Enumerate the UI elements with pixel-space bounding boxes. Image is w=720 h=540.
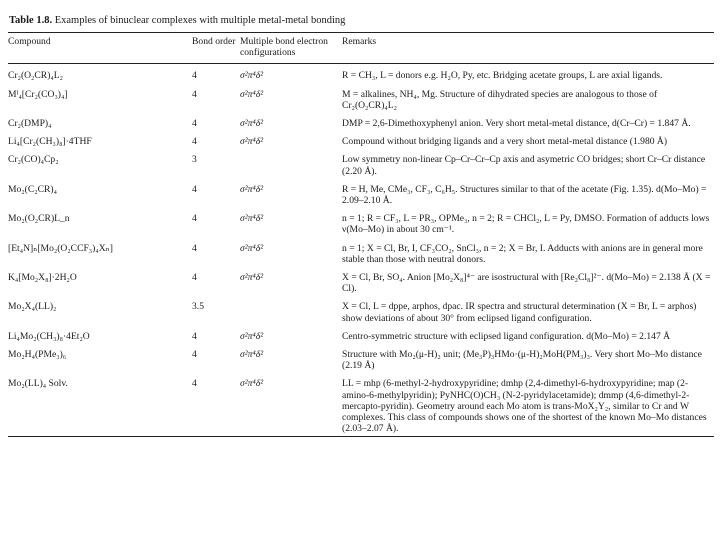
bond-order-cell: 4 [192, 330, 197, 342]
configuration-cell: σ²π⁴δ² [240, 242, 264, 254]
compound-cell: Mo₂X₄(LL)₂ [8, 301, 57, 313]
bond-order-cell: 4 [192, 183, 197, 195]
table-body [8, 64, 714, 436]
table-row [8, 237, 714, 266]
remarks-cell: Structure with Mo₂(μ-H)₂ unit; (Me₃P)₃HMo·(μ-H)₂MoH(PM₃)₃. Very short Mo–Mo distance (2.19 Å) [342, 349, 702, 372]
remarks-cell: n = 1; X = Cl, Br, I, CF₃CO₂, SnCl₃, n = 2; X = Br, I. Adducts with anions are in general more stable than those with neutral donors. [342, 242, 703, 265]
bond-order-cell: 4 [192, 242, 197, 254]
compound-cell: Li₄[Cr₂(CH₃)₈]·4THF [8, 136, 92, 148]
compound-cell: Mo₂(O₂CR)L_n [8, 213, 70, 225]
header-bond-order: Bond order [192, 36, 236, 47]
compound-cell: Cr₂(O₂CR)₄L₂ [8, 70, 63, 82]
table-title: Examples of binuclear complexes with multiple metal-metal bonding [54, 15, 346, 26]
bond-order-cell: 4 [192, 272, 197, 284]
compound-cell: [Et₄N]ₙ[Mo₂(O₂CCF₃)₄Xₙ] [8, 242, 113, 254]
bond-order-cell: 4 [192, 349, 197, 361]
remarks-cell: R = H, Me, CMe₃, CF₃, C₆H₅. Structures similar to that of the acetate (Fig. 1.35). d(Mo–Mo) = 2.09–2.10 Å. [342, 183, 707, 207]
complexes-table [8, 33, 714, 435]
bond-order-cell: 3.5 [192, 301, 204, 313]
bottom-rule [8, 436, 714, 437]
configuration-cell: σ²π⁴δ² [240, 349, 264, 361]
table-caption [9, 14, 714, 27]
bond-order-cell: 4 [192, 213, 197, 225]
remarks-cell: Compound without bridging ligands and a very short metal-metal distance (1.980 Å) [342, 136, 668, 148]
bond-order-cell: 4 [192, 118, 197, 130]
configuration-cell [240, 295, 342, 324]
compound-cell: Li₄Mo₂(CH₃)₈·4Et₂O [8, 330, 90, 342]
configuration-cell: σ²π⁴δ² [240, 272, 264, 284]
bond-order-cell: 4 [192, 136, 197, 148]
remarks-cell: DMP = 2,6-Dimethoxyphenyl anion. Very short metal-metal distance, d(Cr–Cr) = 1.847 Å. [342, 118, 691, 130]
compound-cell: Cr₂(CO)₄Cp₂ [8, 154, 59, 166]
remarks-cell: M = alkalines, NH₄, Mg. Structure of dihydrated species are analogous to those of Cr₂(O₂CR)₄L₂ [342, 88, 658, 111]
configuration-cell: σ²π⁴δ² [240, 213, 264, 225]
remarks-cell: n = 1; R = CF₃, L = PR₃, OPMe₃, n = 2; R = CHCl₂, L = Py, DMSO. Formation of adducts lows ν(Mo–Mo) in about 30 cm⁻¹. [342, 213, 710, 236]
table-row [8, 266, 714, 295]
bond-order-cell: 3 [192, 154, 197, 166]
table-row [8, 83, 714, 112]
configuration-cell: σ²π⁴δ² [240, 70, 264, 82]
compound-cell: Mo₂(C₂CR)₄ [8, 183, 57, 195]
table-row [8, 112, 714, 130]
configuration-cell: σ²π⁴δ² [240, 183, 264, 195]
header-remarks: Remarks [342, 36, 377, 47]
configuration-cell [240, 148, 342, 177]
configuration-cell: σ²π⁴δ² [240, 330, 264, 342]
table-row [8, 64, 714, 83]
remarks-cell: Centro-symmetric structure with eclipsed ligand configuration. d(Mo–Mo) = 2.147 Å [342, 330, 671, 342]
configuration-cell: σ²π⁴δ² [240, 88, 264, 100]
remarks-cell: LL = mhp (6-methyl-2-hydroxypyridine; dmhp (2,4-dimethyl-6-hydroxypyridine; map (2-amino-6-methylpyridin); PyNHC(O)CH₃ (N-2-pyridylacetamide); dmmp (4,6-dimethyl-2-mercapto-pyridin). Geometry around each Mo atom is trans-MoX₂Y₂, similar to Cr and W complexes. This class of compounds shows one of the shortest of the known Mo–Mo distances (2.03–2.07 Å). [342, 378, 707, 435]
remarks-cell: Low symmetry non-linear Cp–Cr–Cr–Cp axis and asymetric CO bridges; short Cr–Cr distance (2.20 Å). [342, 154, 706, 177]
table-row [8, 130, 714, 148]
configuration-cell: σ²π⁴δ² [240, 136, 264, 148]
remarks-cell: X = Cl, Br, SO₄. Anion [Mo₂X₈]⁴⁻ are isostructural with [Re₂Cl₈]²⁻. d(Mo–Mo) = 2.138 Å (X = Cl). [342, 272, 711, 295]
table-row [8, 343, 714, 372]
compound-cell: Mo₂H₄(PMe₃)₆ [8, 349, 67, 361]
compound-cell: Cr₂(DMP)₄ [8, 118, 52, 130]
table-row [8, 295, 714, 324]
configuration-cell: σ²π⁴δ² [240, 378, 264, 390]
configuration-cell: σ²π⁴δ² [240, 118, 264, 130]
compound-cell: K₄[Mo₂X₈]·2H₂O [8, 272, 77, 284]
remarks-cell: R = CH₃, L = donors e.g. H₂O, Py, etc. Bridging acetate groups, L are axial ligands. [342, 70, 663, 82]
header-configurations: Multiple bond electron configurations [240, 36, 328, 59]
table-row [8, 325, 714, 343]
table-row [8, 148, 714, 177]
table-number: Table 1.8. [9, 15, 53, 26]
table-row [8, 178, 714, 207]
bond-order-cell: 4 [192, 70, 197, 82]
compound-cell: Mo₂(LL)₄ Solv. [8, 378, 68, 390]
header-row [8, 33, 714, 64]
table-row [8, 372, 714, 435]
bond-order-cell: 4 [192, 378, 197, 390]
header-compound: Compound [8, 36, 51, 47]
table-row [8, 207, 714, 236]
bond-order-cell: 4 [192, 88, 197, 100]
remarks-cell: X = Cl, L = dppe, arphos, dpac. IR spectra and structural determination (X = Br, L = arphos) show deviations of about 30° from eclipsed ligand configuration. [342, 301, 697, 324]
compound-cell: Mᴵ₄[Cr₂(CO₃)₄] [8, 88, 68, 100]
